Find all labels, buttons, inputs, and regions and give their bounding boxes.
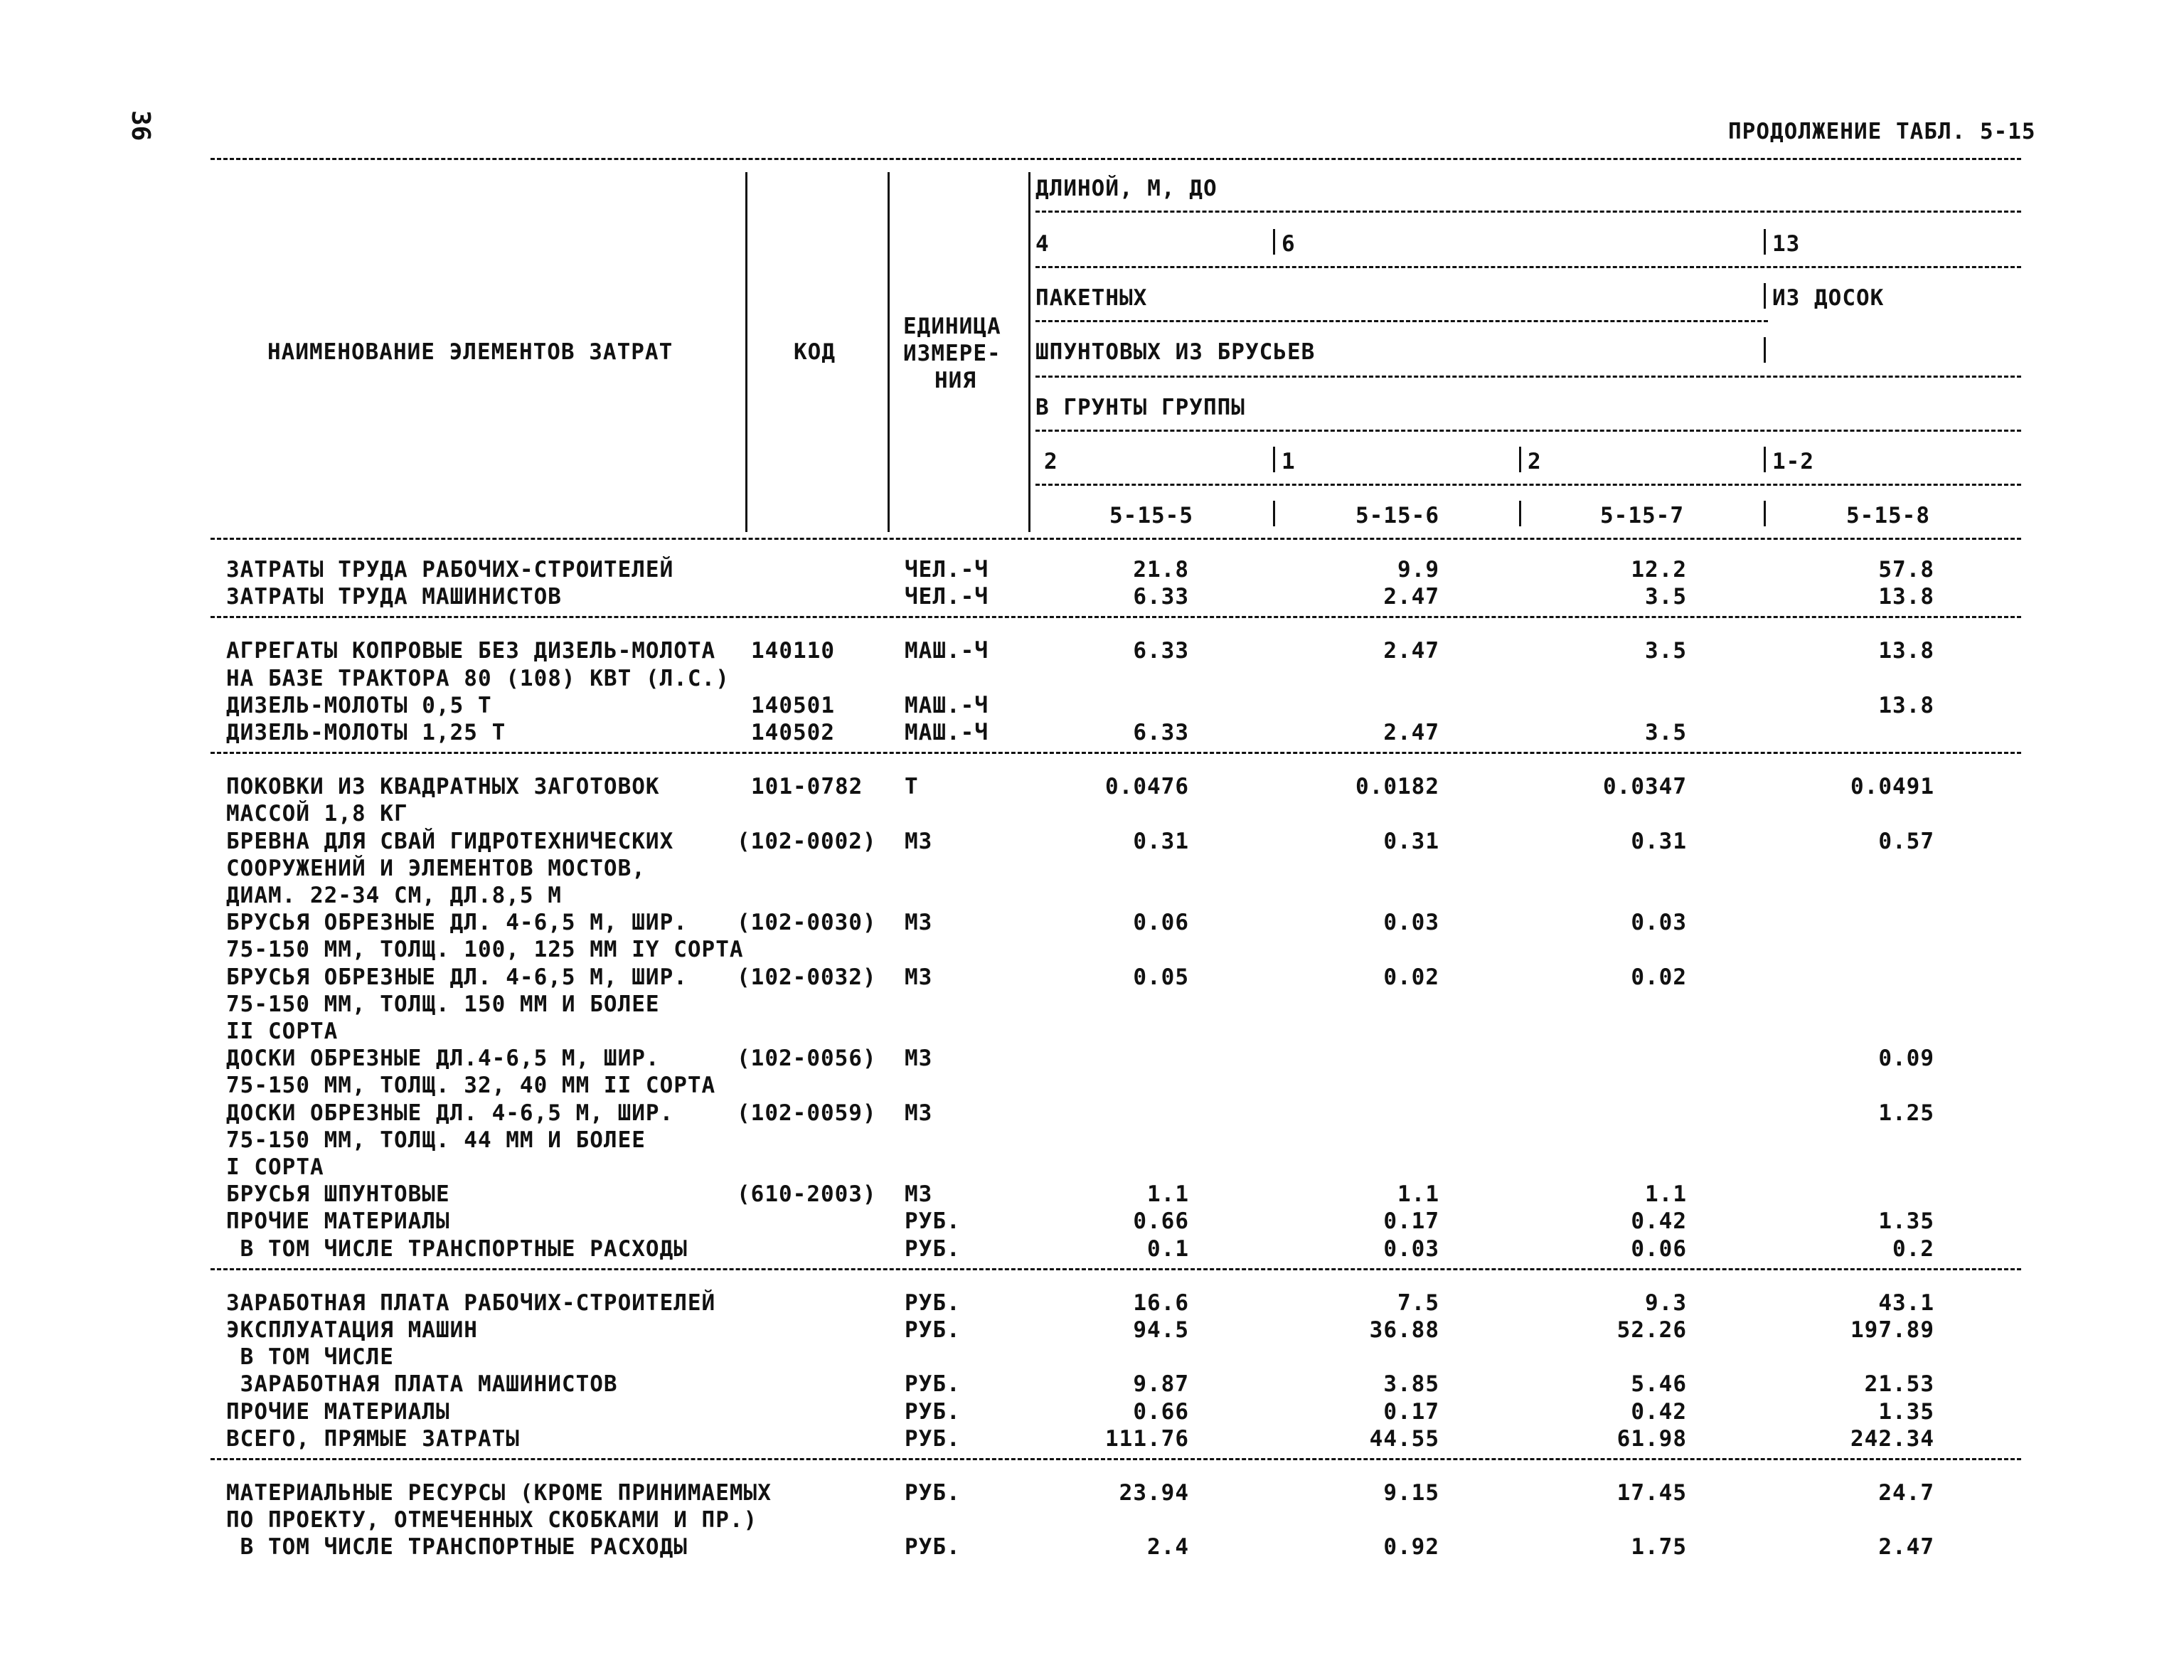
section-rule <box>211 1458 2021 1460</box>
row-value: 0.2 <box>1892 1235 1934 1262</box>
group-divider <box>1273 447 1275 472</box>
row-unit: ЧЕЛ.-Ч <box>905 557 989 583</box>
row-value: 6.33 <box>1133 638 1189 664</box>
row-value: 0.66 <box>1133 1398 1189 1425</box>
row-value: 3.5 <box>1645 584 1687 610</box>
header-unit-line3: НИЯ <box>934 368 976 393</box>
header-rule-6 <box>1035 484 2021 486</box>
header-len-13: 13 <box>1772 231 1801 257</box>
header-name: НАИМЕНОВАНИЕ ЭЛЕМЕНТОВ ЗАТРАТ <box>267 339 673 365</box>
row-name: ПРОЧИЕ МАТЕРИАЛЫ <box>226 1208 450 1235</box>
header-top-rule <box>211 158 2021 160</box>
row-unit: М3 <box>905 910 933 936</box>
row-name: 75-150 ММ, ТОЛЩ. 44 ММ И БОЛЕЕ <box>226 1127 646 1153</box>
row-value: 3.85 <box>1383 1371 1439 1398</box>
row-name: ПО ПРОЕКТУ, ОТМЕЧЕННЫХ СКОБКАМИ И ПР.) <box>226 1507 758 1533</box>
row-value: 9.87 <box>1133 1371 1189 1398</box>
row-value: 17.45 <box>1616 1480 1687 1506</box>
row-name: ДИЗЕЛЬ-МОЛОТЫ 0,5 Т <box>226 692 492 718</box>
section-rule <box>211 616 2021 618</box>
row-unit: РУБ. <box>905 1235 961 1262</box>
row-value: 111.76 <box>1105 1425 1189 1452</box>
header-code-2: 5-15-7 <box>1600 503 1684 528</box>
row-value: 2.47 <box>1878 1534 1934 1561</box>
row-value: 0.42 <box>1631 1208 1687 1235</box>
row-name: ЗАРАБОТНАЯ ПЛАТА РАБОЧИХ-СТРОИТЕЛЕЙ <box>226 1290 716 1316</box>
row-value: 0.92 <box>1383 1534 1439 1561</box>
row-value: 9.9 <box>1397 557 1439 583</box>
row-value: 0.0476 <box>1105 774 1189 800</box>
row-value: 12.2 <box>1631 557 1687 583</box>
row-value: 0.09 <box>1878 1046 1934 1072</box>
row-code: 140110 <box>751 638 835 664</box>
row-value: 3.5 <box>1645 720 1687 745</box>
row-name: В ТОМ ЧИСЛЕ <box>226 1344 394 1371</box>
header-divider-code <box>888 172 890 532</box>
row-name: В ТОМ ЧИСЛЕ ТРАНСПОРТНЫЕ РАСХОДЫ <box>226 1534 688 1561</box>
row-value: 52.26 <box>1616 1317 1687 1343</box>
header-len-4: 4 <box>1035 231 1050 257</box>
row-value: 2.47 <box>1383 720 1439 745</box>
row-value: 0.57 <box>1878 828 1934 854</box>
row-name: ЗАТРАТЫ ТРУДА РАБОЧИХ-СТРОИТЕЛЕЙ <box>226 557 674 583</box>
row-value: 44.55 <box>1369 1425 1439 1452</box>
row-value: 0.31 <box>1133 828 1189 854</box>
header-rule-1 <box>1035 211 2021 213</box>
row-value: 0.42 <box>1631 1398 1687 1425</box>
row-value: 1.75 <box>1631 1534 1687 1561</box>
row-unit: МАШ.-Ч <box>905 692 989 718</box>
row-value: 0.06 <box>1631 1235 1687 1262</box>
row-name: ДОСКИ ОБРЕЗНЫЕ ДЛ. 4-6,5 М, ШИР. <box>226 1100 674 1126</box>
page-number: 36 <box>126 110 155 142</box>
row-name: БРУСЬЯ ОБРЕЗНЫЕ ДЛ. 4-6,5 М, ШИР. <box>226 964 688 990</box>
row-name: МАТЕРИАЛЬНЫЕ РЕСУРСЫ (КРОМЕ ПРИНИМАЕМЫХ <box>226 1480 772 1506</box>
row-value: 0.03 <box>1631 910 1687 936</box>
row-code: 101-0782 <box>751 774 863 800</box>
row-value: 1.1 <box>1147 1181 1189 1208</box>
row-unit: РУБ. <box>905 1398 961 1425</box>
row-unit: М3 <box>905 1181 933 1208</box>
row-name: 75-150 ММ, ТОЛЩ. 150 ММ И БОЛЕЕ <box>226 991 660 1017</box>
row-unit: М3 <box>905 1046 933 1072</box>
header-divider-unit <box>1028 172 1030 532</box>
row-unit: ЧЕЛ.-Ч <box>905 584 989 610</box>
code-divider <box>1519 501 1521 526</box>
row-code: (102-0059) <box>737 1100 877 1126</box>
row-value: 0.0347 <box>1603 774 1687 800</box>
row-value: 0.03 <box>1383 910 1439 936</box>
row-name: I СОРТА <box>226 1154 324 1180</box>
group-divider <box>1519 447 1521 472</box>
row-name: ЗАТРАТЫ ТРУДА МАШИНИСТОВ <box>226 584 562 610</box>
row-name: ДИАМ. 22-34 СМ, ДЛ.8,5 М <box>226 883 562 908</box>
row-value: 61.98 <box>1616 1425 1687 1452</box>
header-divider-name <box>745 172 747 532</box>
code-divider <box>1764 501 1766 526</box>
row-name: АГРЕГАТЫ КОПРОВЫЕ БЕЗ ДИЗЕЛЬ-МОЛОТА <box>226 638 716 664</box>
code-divider <box>1273 501 1275 526</box>
row-value: 0.02 <box>1383 964 1439 990</box>
row-value: 13.8 <box>1878 584 1934 610</box>
header-group-2: 2 <box>1528 449 1542 474</box>
row-unit: РУБ. <box>905 1480 961 1506</box>
row-value: 3.5 <box>1645 638 1687 664</box>
row-name: БРЕВНА ДЛЯ СВАЙ ГИДРОТЕХНИЧЕСКИХ <box>226 828 674 854</box>
row-name: ДОСКИ ОБРЕЗНЫЕ ДЛ.4-6,5 М, ШИР. <box>226 1046 660 1072</box>
row-unit: РУБ. <box>905 1534 961 1561</box>
row-value: 16.6 <box>1133 1290 1189 1316</box>
header-boards: ИЗ ДОСОК <box>1772 285 1885 311</box>
row-name: ПРОЧИЕ МАТЕРИАЛЫ <box>226 1398 450 1425</box>
header-sheet: ШПУНТОВЫХ ИЗ БРУСЬЕВ <box>1035 339 1316 365</box>
row-name: ДИЗЕЛЬ-МОЛОТЫ 1,25 Т <box>226 720 506 745</box>
row-value: 242.34 <box>1850 1425 1934 1452</box>
row-value: 13.8 <box>1878 692 1934 718</box>
row-name: 75-150 ММ, ТОЛЩ. 100, 125 ММ IY СОРТА <box>226 937 744 963</box>
row-code: 140501 <box>751 692 835 718</box>
row-value: 0.17 <box>1383 1208 1439 1235</box>
row-value: 0.1 <box>1147 1235 1189 1262</box>
row-value: 5.46 <box>1631 1371 1687 1398</box>
row-unit: Т <box>905 774 919 800</box>
header-code-1: 5-15-6 <box>1355 503 1439 528</box>
row-name: В ТОМ ЧИСЛЕ ТРАНСПОРТНЫЕ РАСХОДЫ <box>226 1235 688 1262</box>
row-code: (102-0056) <box>737 1046 877 1072</box>
row-value: 57.8 <box>1878 557 1934 583</box>
row-value: 1.35 <box>1878 1208 1934 1235</box>
header-group-0: 2 <box>1044 449 1058 474</box>
row-name: СООРУЖЕНИЙ И ЭЛЕМЕНТОВ МОСТОВ, <box>226 855 646 881</box>
header-len-6: 6 <box>1282 231 1296 257</box>
row-code: (102-0002) <box>737 828 877 854</box>
row-name: МАССОЙ 1,8 КГ <box>226 801 408 827</box>
row-value: 0.0491 <box>1850 774 1934 800</box>
column-divider <box>1764 283 1766 309</box>
row-value: 0.0182 <box>1355 774 1439 800</box>
row-code: (102-0030) <box>737 910 877 936</box>
row-unit: М3 <box>905 1100 933 1126</box>
row-unit: МАШ.-Ч <box>905 720 989 745</box>
row-name: 75-150 ММ, ТОЛЩ. 32, 40 ММ II СОРТА <box>226 1073 716 1099</box>
header-packet: ПАКЕТНЫХ <box>1035 285 1148 311</box>
row-unit: РУБ. <box>905 1425 961 1452</box>
row-unit: М3 <box>905 828 933 854</box>
row-unit: РУБ. <box>905 1317 961 1343</box>
row-value: 0.03 <box>1383 1235 1439 1262</box>
row-code: (610-2003) <box>737 1181 877 1208</box>
header-rule-4 <box>1035 376 2021 378</box>
row-value: 36.88 <box>1369 1317 1439 1343</box>
header-divider-sheet <box>1764 337 1766 363</box>
header-rule-3 <box>1035 320 1768 322</box>
header-code: КОД <box>794 339 836 365</box>
row-name: II СОРТА <box>226 1019 339 1044</box>
row-value: 2.47 <box>1383 584 1439 610</box>
header-rule-5 <box>1035 430 2021 432</box>
row-unit: М3 <box>905 964 933 990</box>
header-group-3: 1-2 <box>1772 449 1814 474</box>
row-value: 9.3 <box>1645 1290 1687 1316</box>
column-divider <box>1273 229 1275 255</box>
column-divider <box>1764 229 1766 255</box>
header-length: ДЛИНОЙ, М, ДО <box>1035 176 1218 201</box>
row-value: 0.02 <box>1631 964 1687 990</box>
row-value: 0.31 <box>1631 828 1687 854</box>
section-rule <box>211 1268 2021 1270</box>
row-value: 6.33 <box>1133 584 1189 610</box>
row-name: ЗАРАБОТНАЯ ПЛАТА МАШИНИСТОВ <box>226 1371 618 1398</box>
row-name: ВСЕГО, ПРЯМЫЕ ЗАТРАТЫ <box>226 1425 520 1452</box>
row-unit: МАШ.-Ч <box>905 638 989 664</box>
row-value: 6.33 <box>1133 720 1189 745</box>
group-divider <box>1764 447 1766 472</box>
row-value: 21.8 <box>1133 557 1189 583</box>
row-value: 1.25 <box>1878 1100 1934 1126</box>
row-name: НА БАЗЕ ТРАКТОРА 80 (108) КВТ (Л.С.) <box>226 665 730 691</box>
row-value: 21.53 <box>1864 1371 1934 1398</box>
row-value: 24.7 <box>1878 1480 1934 1506</box>
row-value: 94.5 <box>1133 1317 1189 1343</box>
row-name: БРУСЬЯ ОБРЕЗНЫЕ ДЛ. 4-6,5 М, ШИР. <box>226 910 688 936</box>
row-code: (102-0032) <box>737 964 877 990</box>
row-value: 1.1 <box>1645 1181 1687 1208</box>
row-value: 7.5 <box>1397 1290 1439 1316</box>
row-value: 1.1 <box>1397 1181 1439 1208</box>
row-value: 0.31 <box>1383 828 1439 854</box>
header-code-3: 5-15-8 <box>1846 503 1930 528</box>
header-unit-line1: ЕДИНИЦА <box>903 314 1001 339</box>
row-value: 9.15 <box>1383 1480 1439 1506</box>
row-value: 13.8 <box>1878 638 1934 664</box>
row-value: 2.4 <box>1147 1534 1189 1561</box>
header-group-1: 1 <box>1282 449 1296 474</box>
header-soil: В ГРУНТЫ ГРУППЫ <box>1035 395 1245 420</box>
row-value: 0.06 <box>1133 910 1189 936</box>
header-bottom-rule <box>211 538 2021 540</box>
row-code: 140502 <box>751 720 835 745</box>
row-unit: РУБ. <box>905 1290 961 1316</box>
row-unit: РУБ. <box>905 1208 961 1235</box>
section-rule <box>211 752 2021 754</box>
row-value: 23.94 <box>1119 1480 1189 1506</box>
row-name: ПОКОВКИ ИЗ КВАДРАТНЫХ ЗАГОТОВОК <box>226 774 660 800</box>
row-value: 197.89 <box>1850 1317 1934 1343</box>
continuation-title: ПРОДОЛЖЕНИЕ ТАБЛ. 5-15 <box>1728 119 2036 144</box>
row-value: 43.1 <box>1878 1290 1934 1316</box>
row-unit: РУБ. <box>905 1371 961 1398</box>
row-value: 0.17 <box>1383 1398 1439 1425</box>
row-name: БРУСЬЯ ШПУНТОВЫЕ <box>226 1181 450 1208</box>
row-name: ЭКСПЛУАТАЦИЯ МАШИН <box>226 1317 478 1343</box>
row-value: 1.35 <box>1878 1398 1934 1425</box>
row-value: 2.47 <box>1383 638 1439 664</box>
row-value: 0.66 <box>1133 1208 1189 1235</box>
header-code-0: 5-15-5 <box>1109 503 1193 528</box>
row-value: 0.05 <box>1133 964 1189 990</box>
header-rule-2 <box>1035 266 2021 268</box>
header-unit-line2: ИЗМЕРЕ- <box>903 341 1001 366</box>
